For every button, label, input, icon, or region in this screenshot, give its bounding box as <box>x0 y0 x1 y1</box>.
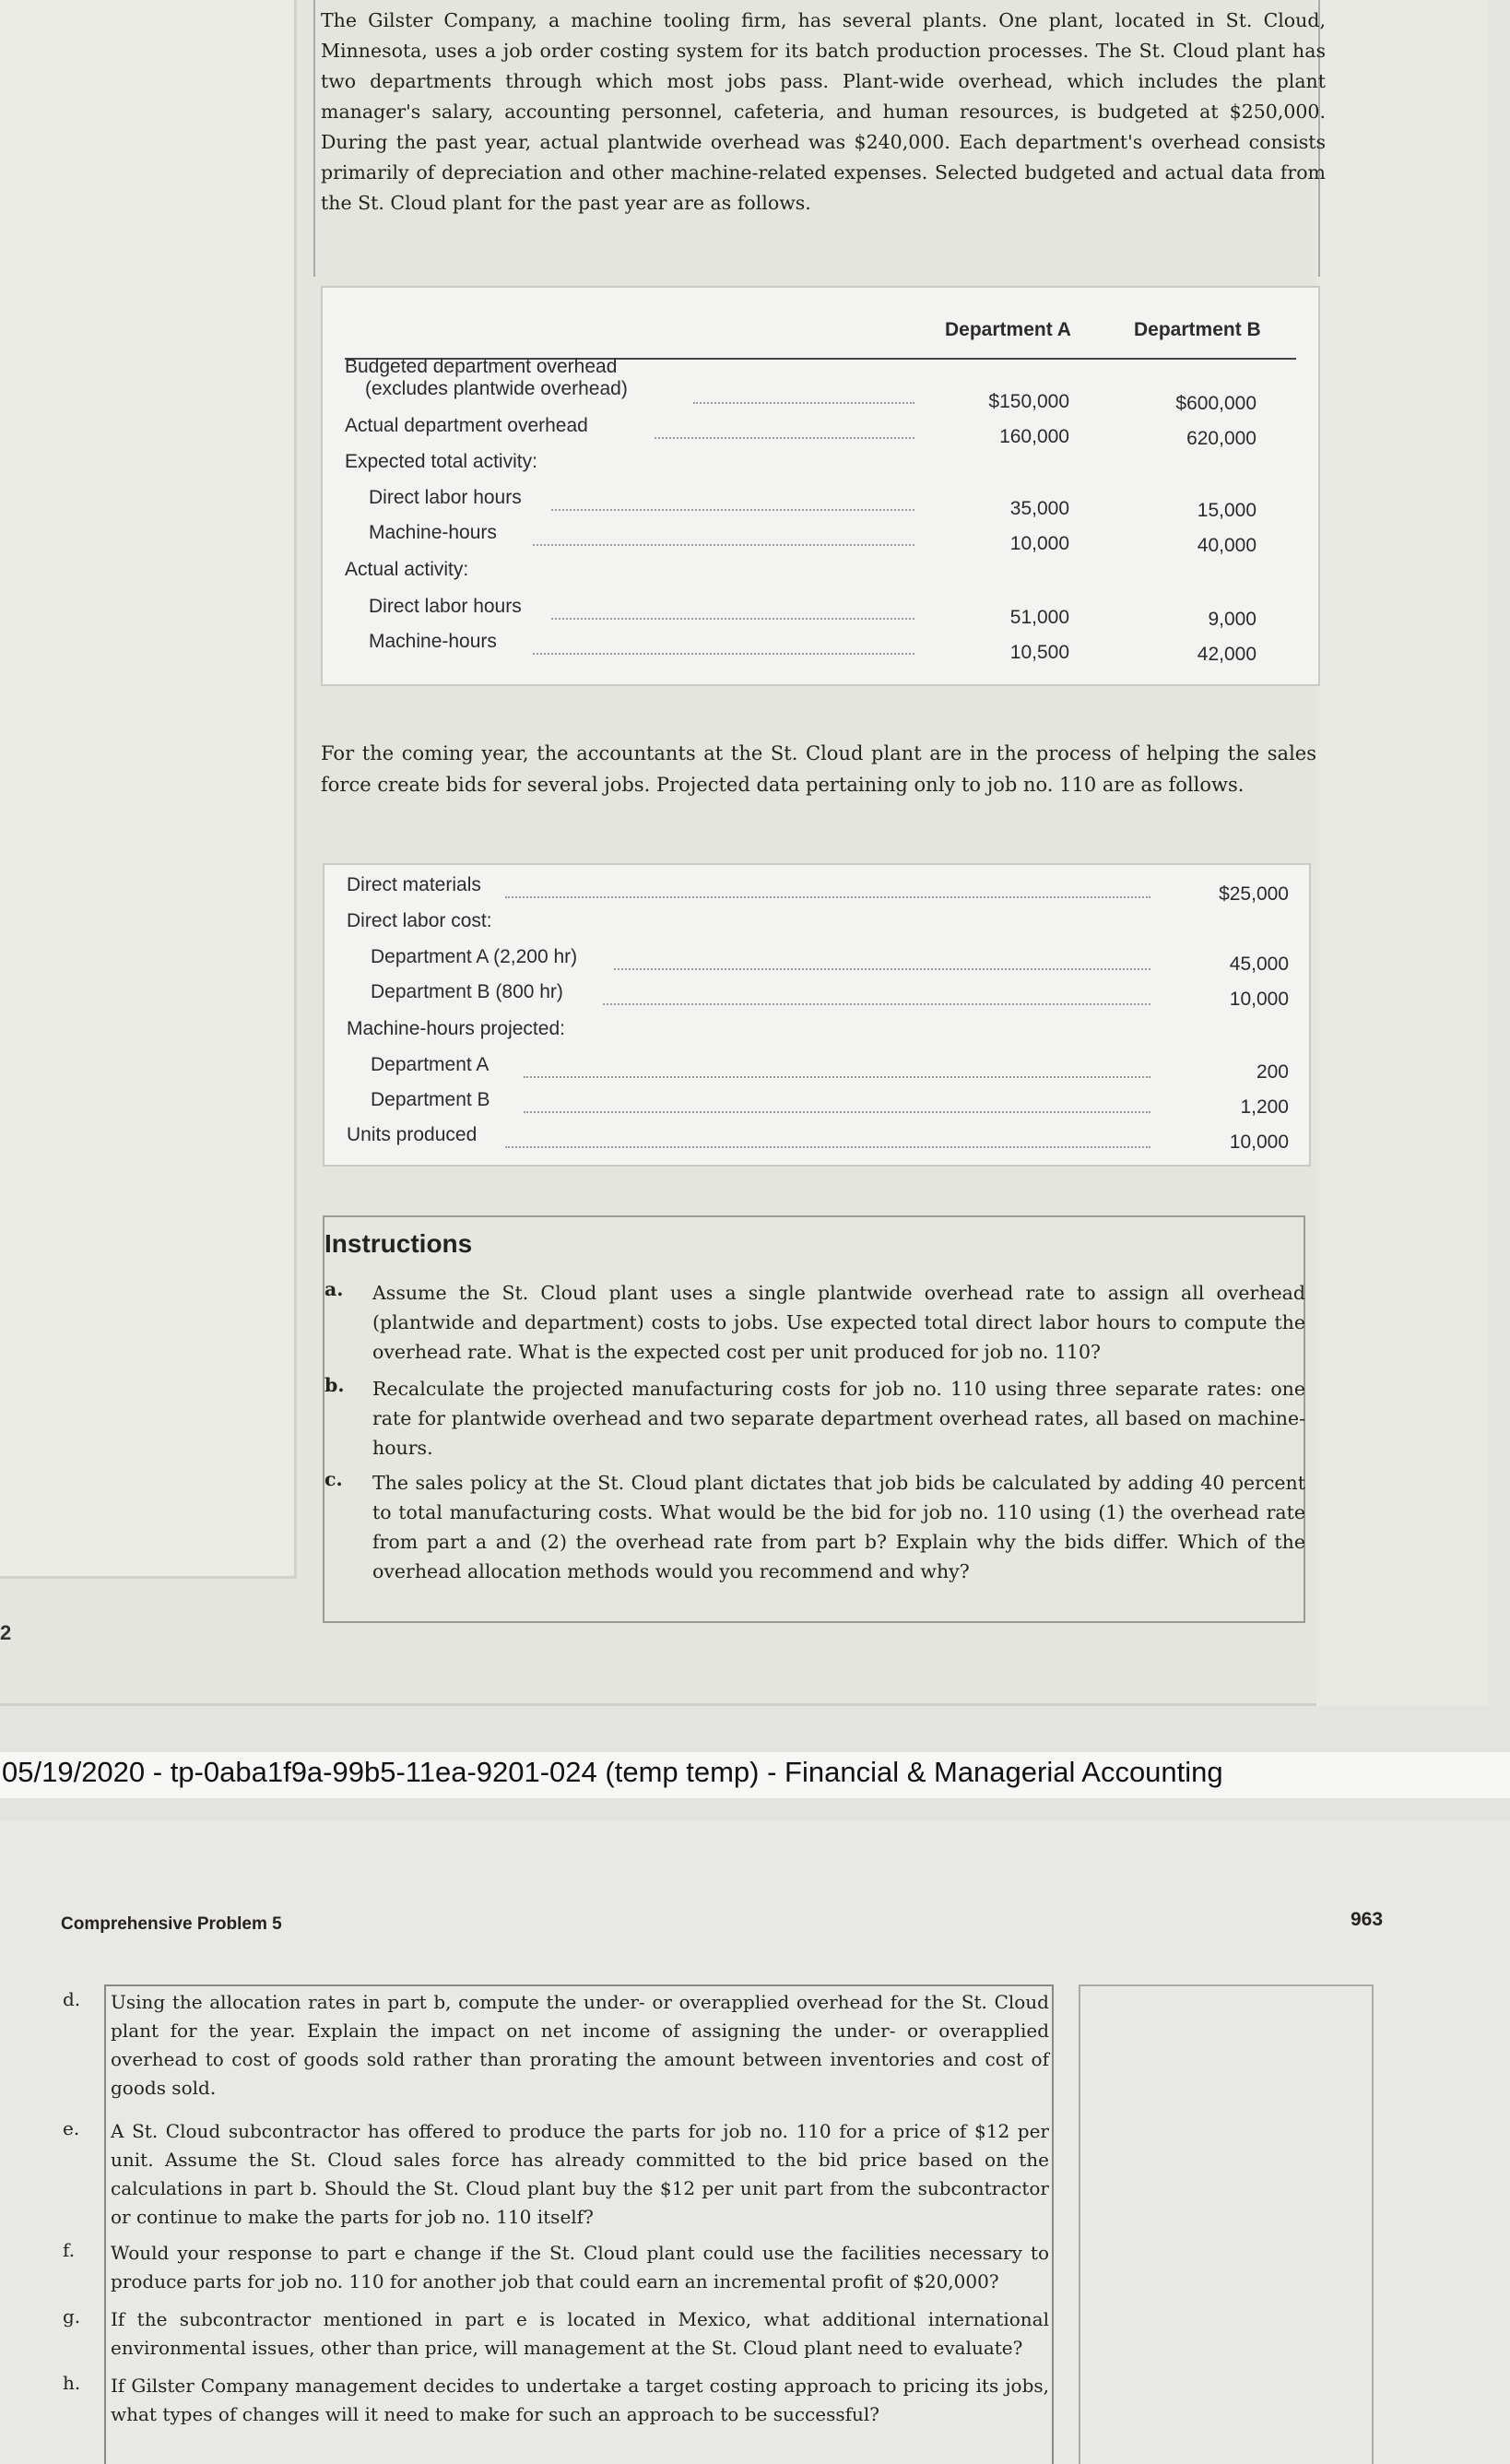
job-110-data-table <box>324 865 1309 1165</box>
cell-dept-a: $150,000 <box>988 391 1069 412</box>
cell-dept-a: 51,000 <box>1009 607 1069 628</box>
job-110-intro: For the coming year, the accountants at the St. Cloud plant are in the process of helping the sales force create bids for several jobs. Projected data pertaining only to job no. 110 are as follows. <box>321 742 1316 796</box>
cell-dept-b: 15,000 <box>1197 500 1256 521</box>
col-header-dept-a: Department A <box>945 319 1071 340</box>
row-label: Department B <box>371 1089 490 1110</box>
cell-value: $25,000 <box>1219 883 1289 905</box>
cell-value: 45,000 <box>1229 954 1289 975</box>
cell-dept-a: 160,000 <box>999 426 1069 447</box>
page-number: 963 <box>1351 1909 1384 1930</box>
row-label: Direct labor hours <box>369 596 522 617</box>
cell-dept-a: 10,500 <box>1009 642 1069 663</box>
question-item-f: Would your response to part e change if the St. Cloud plant could use the facilities necessary to produce parts for job no. 110 for another job that could earn an incremental profit of $20,000? <box>111 2242 1049 2292</box>
left-margin-panel <box>0 0 297 1579</box>
row-label: Expected total activity: <box>345 451 537 472</box>
question-item-e: A St. Cloud subcontractor has offered to produce the parts for job no. 110 for a price of $12 per unit. Assume the St. Cloud sales force has already committed to the bid price based on the calculations in part b. Should the St. Cloud plant buy the $12 per unit part from the subcontractor or continue to make the parts for job no. 110 itself? <box>111 2120 1049 2228</box>
row-label: Actual department overhead <box>345 415 588 436</box>
question-item-g: If the subcontractor mentioned in part e is located in Mexico, what additional international environmental issues, other than price, will management at the St. Cloud plant need to evaluate? <box>111 2308 1049 2359</box>
item-letter: h. <box>63 2372 81 2394</box>
answer-frame <box>1079 1984 1374 2464</box>
cell-dept-b: 42,000 <box>1197 644 1256 665</box>
cell-dept-b: 620,000 <box>1186 428 1256 449</box>
cell-dept-b: 40,000 <box>1197 535 1256 556</box>
row-label: Machine-hours <box>369 631 497 652</box>
row-label: Machine-hours <box>369 522 497 543</box>
cell-value: 200 <box>1256 1061 1289 1083</box>
col-header-dept-b: Department B <box>1134 319 1261 340</box>
item-letter: c. <box>324 1468 343 1490</box>
cell-dept-a: 35,000 <box>1009 498 1069 519</box>
cell-dept-a: 10,000 <box>1009 533 1069 554</box>
row-label: Units produced <box>347 1124 478 1145</box>
item-letter: d. <box>63 1988 81 2010</box>
row-label: Direct labor hours <box>369 487 522 508</box>
row-label: Direct labor cost: <box>347 910 492 931</box>
intro-paragraph: The Gilster Company, a machine tooling firm, has several plants. One plant, located in St. Cloud, Minnesota, uses a job order costing system for its batch production processes. The St. Cloud plant has two departments through which most jobs pass. Plant-wide overhead, which includes the plant manager's salary, accounting personnel, cafeteria, and human resources, is budgeted at $250,000. During the past year, actual plantwide overhead was $240,000. Each department's overhead consists primarily of depreciation and other machine-related expenses. Selected budgeted and actual data from the St. Cloud plant for the past year are as follows. <box>321 9 1326 214</box>
row-label: Direct materials <box>347 874 481 895</box>
cell-dept-b: $600,000 <box>1175 393 1256 414</box>
department-data-table <box>323 288 1318 684</box>
row-label: Machine-hours projected: <box>347 1018 565 1039</box>
instruction-item-c: The sales policy at the St. Cloud plant dictates that job bids be calculated by adding 40 percent to total manufacturing costs. What would be the bid for job no. 110 using (1) the overhead rate from part a and (2) the overhead rate from part b? Explain why the bids differ. Which of the overhead allocation methods would you recommend and why? <box>372 1472 1305 1582</box>
row-label: Department B (800 hr) <box>371 981 563 1002</box>
item-letter: f. <box>63 2239 76 2261</box>
instruction-item-b: Recalculate the projected manufacturing costs for job no. 110 using three separate rates: one rate for plantwide overhead and two separate department overhead rates, all based on machine-hours. <box>372 1378 1305 1459</box>
item-letter: e. <box>63 2117 80 2139</box>
cell-value: 10,000 <box>1229 1131 1289 1153</box>
item-letter: b. <box>324 1374 345 1396</box>
item-letter: g. <box>63 2305 81 2328</box>
row-label: Department A (2,200 hr) <box>371 946 578 967</box>
item-letter: a. <box>324 1278 344 1300</box>
question-item-h: If Gilster Company management decides to undertake a target costing approach to pricing its jobs, what types of changes will it need to make for such an approach to be successful? <box>111 2375 1049 2425</box>
problem-title: Comprehensive Problem 5 <box>61 1914 282 1934</box>
row-label: Department A <box>371 1054 490 1075</box>
question-item-d: Using the allocation rates in part b, compute the under- or overapplied overhead for the St. Cloud plant for the year. Explain the impact on net income of assigning the under- or overapplied overhead to cost of goods sold rather than prorating the amount between inventories and cost of goods sold. <box>111 1991 1049 2099</box>
margin-number: 2 <box>0 1621 12 1644</box>
cell-value: 1,200 <box>1240 1096 1289 1118</box>
right-margin-panel <box>1316 0 1489 1706</box>
cell-dept-b: 9,000 <box>1208 609 1256 630</box>
row-label: (excludes plantwide overhead) <box>365 378 628 399</box>
cell-value: 10,000 <box>1229 989 1289 1010</box>
instructions-title: Instructions <box>324 1229 473 1258</box>
instruction-item-a: Assume the St. Cloud plant uses a single plantwide overhead rate to assign all overhead (plantwide and department) costs to jobs. Use expected total direct labor hours to compute the overhead rate. What is the expected cost per unit produced for job no. 110? <box>372 1282 1305 1363</box>
footer-watermark: 05/19/2020 - tp-0aba1f9a-99b5-11ea-9201-024 (temp temp) - Financial & Managerial Accounting <box>2 1756 1223 1788</box>
row-label: Budgeted department overhead <box>345 356 618 377</box>
row-label: Actual activity: <box>345 559 469 580</box>
